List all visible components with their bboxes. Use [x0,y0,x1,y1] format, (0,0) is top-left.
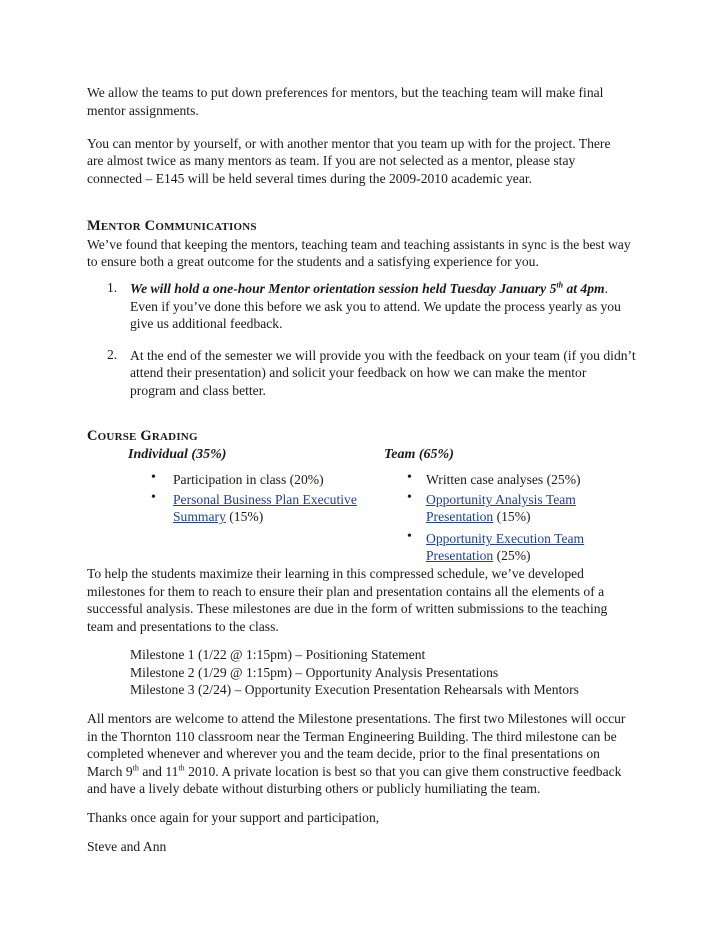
individual-column-heading: Individual (35%) [128,447,227,462]
grade-item-participation: Participation in class (20%) [173,472,324,487]
section-heading-course-grading: COURSE GRADING [87,428,198,444]
intro-line: connected – E145 will be held several times during the 2009-2010 academic year. [87,171,533,186]
body-line: team and presentations to the class. [87,619,279,634]
opportunity-execution-link-cont[interactable]: Presentation [426,548,494,563]
milestone-item: Milestone 1 (1/22 @ 1:15pm) – Positioning Statement [130,647,426,662]
bullet-icon: • [151,470,156,485]
team-column-heading: Team (65%) [384,447,454,462]
body-line: completed whenever and wherever you and the team decide, prior to the final presentations on [87,746,600,761]
business-plan-link-cont[interactable]: Summary [173,509,226,524]
body-line: in the Thornton 110 classroom near the Terman Engineering Building. The third milestone can be [87,729,617,744]
list-item-line: give us additional feedback. [130,316,283,331]
thanks-line: Thanks once again for your support and participation, [87,810,380,825]
list-number: 2. [107,347,118,362]
grade-item-opportunity-analysis-cont: Presentation (15%) [426,509,531,524]
grade-item-opportunity-execution-cont: Presentation (25%) [426,548,531,563]
list-item-line: Even if you’ve done this before we ask you to attend. We update the process yearly as you [130,299,621,314]
body-line: All mentors are welcome to attend the Milestone presentations. The first two Milestones will occur [87,711,626,726]
bullet-icon: • [407,529,412,544]
intro-line: We allow the teams to put down preferences for mentors, but the teaching team will make final [87,85,604,100]
body-line: to ensure both a great outcome for the students and a satisfying experience for you. [87,254,539,269]
list-item-line: attend their presentation) and solicit your feedback on how we can make the mentor [130,365,587,380]
grade-item-opportunity-execution [426,530,584,547]
opportunity-analysis-link[interactable]: Opportunity Analysis Team [426,492,576,507]
milestone-item: Milestone 3 (2/24) – Opportunity Execution Presentation Rehearsals with Mentors [130,682,579,697]
intro-line: are almost twice as many mentors as team. If you are not selected as a mentor, please stay [87,153,576,168]
bullet-icon: • [407,470,412,485]
list-item-line: At the end of the semester we will provide you with the feedback on your team (if you didn’t [130,348,636,363]
opportunity-analysis-link-cont[interactable]: Presentation [426,509,494,524]
body-line: March 9th and 11th 2010. A private location is best so that you can give them constructive feedback [87,763,622,779]
intro-line: mentor assignments. [87,103,199,118]
grade-item-business-plan [173,491,357,508]
body-line: successful analysis. These milestones are due in the form of written submissions to the teaching [87,601,608,616]
milestone-item: Milestone 2 (1/29 @ 1:15pm) – Opportunity Analysis Presentations [130,665,499,680]
grade-item-case-analyses: Written case analyses (25%) [426,472,581,487]
list-item-line: program and class better. [130,383,266,398]
list-number: 1. [107,280,118,295]
body-line: and have a lively debate without disturbing others or publicly humiliating the team. [87,781,541,796]
intro-line: You can mentor by yourself, or with another mentor that you team up with for the project. There [87,136,611,151]
signature: Steve and Ann [87,839,167,854]
body-line: milestones for them to reach to ensure their plan and presentation contains all the elements of a [87,584,605,599]
grade-item-business-plan-cont: Summary (15%) [173,509,264,524]
section-heading-mentor-communications: MENTOR COMMUNICATIONS [87,218,257,234]
body-line: To help the students maximize their learning in this compressed schedule, we’ve developed [87,566,584,581]
business-plan-link[interactable]: Personal Business Plan Executive [173,492,357,507]
opportunity-execution-link[interactable]: Opportunity Execution Team [426,531,585,546]
bullet-icon: • [151,490,156,505]
list-item-orientation: We will hold a one-hour Mentor orientation session held Tuesday January 5th at 4pm. [130,280,609,296]
bullet-icon: • [407,490,412,505]
grade-item-opportunity-analysis [426,491,576,508]
body-line: We’ve found that keeping the mentors, teaching team and teaching assistants in sync is the best way [87,237,631,252]
